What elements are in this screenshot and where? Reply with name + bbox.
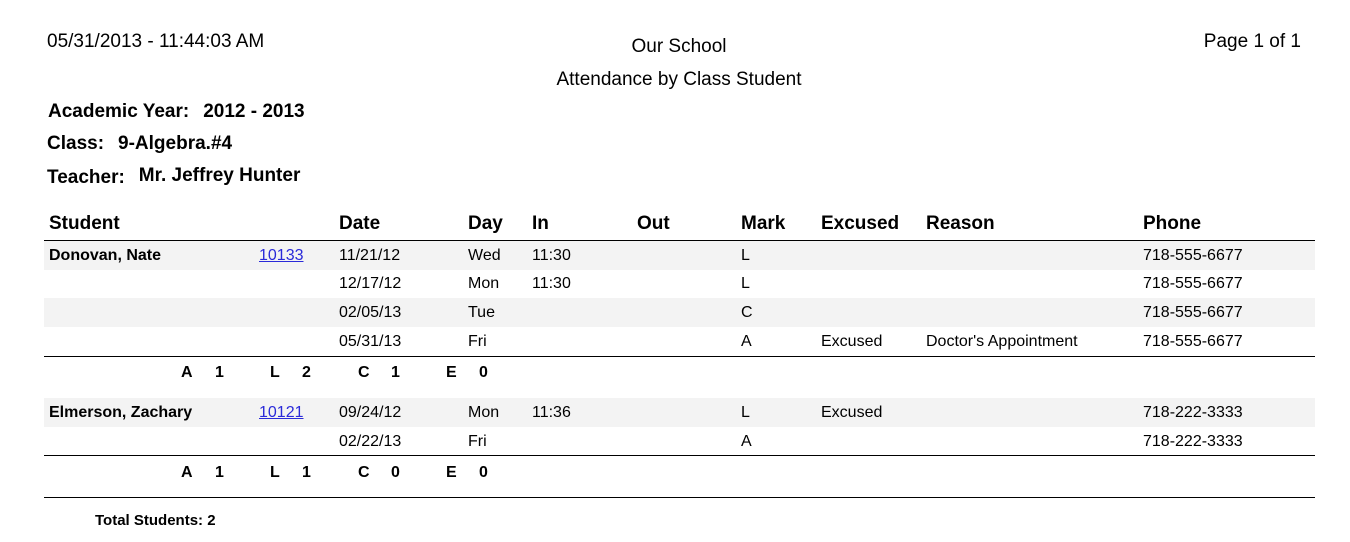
student-id-link[interactable] [259,247,304,265]
summary-excused-count: 0 [479,464,488,481]
summary-absent-count: 1 [215,464,224,481]
class-label: Class: [47,133,105,154]
col-header-excused: Excused [821,213,900,234]
cell-date: 05/31/13 [339,333,402,350]
teacher-label: Teacher: [47,167,125,188]
summary-absent-count: 1 [215,364,224,381]
class-info [47,133,232,155]
summary-absent-label: A [181,364,193,381]
cell-excused: Excused [821,404,883,421]
col-header-mark: Mark [741,213,786,234]
page-number: Page 1 of 1 [1203,31,1301,52]
total-students: Total Students: 2 [95,512,216,529]
summary-c-count: 1 [391,364,400,381]
cell-mark: L [741,275,750,292]
class-value: 9-Algebra.#4 [118,133,233,154]
school-name: Our School [631,36,727,57]
report-datetime: 05/31/2013 - 11:44:03 AM [47,31,265,52]
teacher-info [47,165,300,187]
cell-reason: Doctor's Appointment [926,333,1078,350]
table-row [0,327,1350,356]
table-row [0,241,1350,270]
student-name: Donovan, Nate [49,247,162,264]
summary-excused-label: E [446,364,457,381]
col-header-date: Date [339,213,381,234]
summary-late-label: L [270,464,280,481]
cell-day: Wed [468,247,501,264]
cell-day: Fri [468,433,487,450]
summary-c-count: 0 [391,464,400,481]
cell-phone: 718-555-6677 [1143,304,1243,321]
cell-phone: 718-555-6677 [1143,247,1243,264]
summary-late-count: 1 [302,464,311,481]
cell-date: 02/05/13 [339,304,402,321]
cell-phone: 718-555-6677 [1143,333,1243,350]
summary-c-label: C [358,364,370,381]
cell-date: 11/21/12 [339,247,401,264]
cell-in: 11:30 [532,275,571,292]
academic-year-value: 2012 - 2013 [203,101,305,122]
academic-year [48,101,305,123]
teacher-value: Mr. Jeffrey Hunter [138,165,301,186]
cell-in: 11:30 [532,247,571,264]
cell-date: 02/22/13 [339,433,402,450]
cell-in: 11:36 [532,404,571,421]
student-divider [44,356,1315,357]
cell-day: Fri [468,333,487,350]
col-header-student: Student [49,213,120,234]
summary-c-label: C [358,464,370,481]
cell-mark: A [741,433,752,450]
cell-date: 12/17/12 [339,275,402,292]
cell-phone: 718-222-3333 [1143,433,1243,450]
col-header-reason: Reason [926,213,995,234]
report-title: Attendance by Class Student [556,69,802,90]
cell-excused: Excused [821,333,883,350]
student-divider [44,455,1315,456]
cell-day: Tue [468,304,495,321]
cell-day: Mon [468,275,500,292]
col-header-in: In [532,213,549,234]
summary-absent-label: A [181,464,193,481]
student-name: Elmerson, Zachary [49,404,193,421]
summary-excused-label: E [446,464,457,481]
student-id[interactable]: 10121 [259,404,304,421]
cell-mark: A [741,333,752,350]
summary-late-count: 2 [302,364,311,381]
cell-mark: L [741,247,750,264]
report-end-divider [44,497,1315,498]
summary-excused-count: 0 [479,364,488,381]
cell-phone: 718-222-3333 [1143,404,1243,421]
student-id-link[interactable] [259,404,304,422]
table-row [0,298,1350,327]
cell-phone: 718-555-6677 [1143,275,1243,292]
cell-date: 09/24/12 [339,404,402,421]
cell-day: Mon [468,404,500,421]
table-row [0,427,1350,456]
summary-late-label: L [270,364,280,381]
student-summary [0,364,1350,384]
col-header-day: Day [468,213,503,234]
student-id[interactable]: 10133 [259,247,304,264]
col-header-out: Out [637,213,670,234]
cell-mark: C [741,304,753,321]
cell-mark: L [741,404,750,421]
student-summary [0,464,1350,484]
academic-year-label: Academic Year: [48,101,190,122]
table-row [0,269,1350,298]
col-header-phone: Phone [1143,213,1202,234]
table-row [0,398,1350,427]
